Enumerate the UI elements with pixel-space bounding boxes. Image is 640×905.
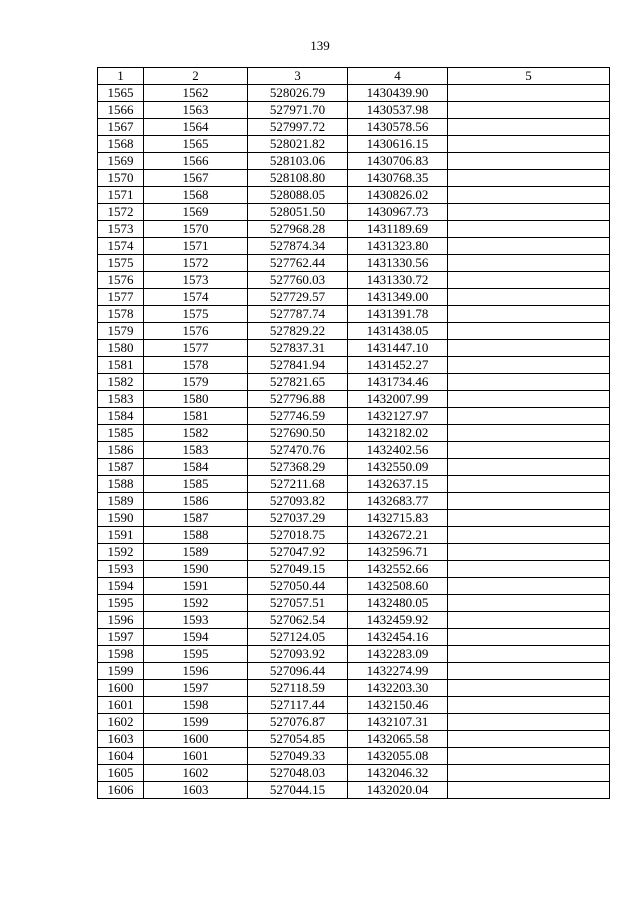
- table-cell-col-3: 527049.33: [248, 748, 348, 765]
- table-row: [98, 578, 610, 595]
- table-cell-col-5: [448, 170, 610, 187]
- table-cell-col-3: 528026.79: [248, 85, 348, 102]
- table-header-row: [98, 68, 610, 85]
- table-cell-col-3: 527829.22: [248, 323, 348, 340]
- table-cell-col-3: 527729.57: [248, 289, 348, 306]
- page-number: 139: [310, 38, 330, 53]
- table-cell-col-4: 1432046.32: [348, 765, 448, 782]
- table-cell-col-1: 1579: [98, 323, 144, 340]
- table-cell-col-3: 527874.34: [248, 238, 348, 255]
- table-cell-col-4: 1431323.80: [348, 238, 448, 255]
- table-cell-col-2: 1564: [144, 119, 248, 136]
- table-cell-col-5: [448, 238, 610, 255]
- table-cell-col-5: [448, 85, 610, 102]
- table-cell-col-3: 527018.75: [248, 527, 348, 544]
- table-cell-col-3: 527124.05: [248, 629, 348, 646]
- table-cell-col-5: [448, 425, 610, 442]
- table-cell-col-4: 1430439.90: [348, 85, 448, 102]
- table-cell-col-5: [448, 357, 610, 374]
- table-cell-col-4: 1432107.31: [348, 714, 448, 731]
- table-cell-col-2: 1594: [144, 629, 248, 646]
- table-cell-col-2: 1566: [144, 153, 248, 170]
- table-cell-col-4: 1432552.66: [348, 561, 448, 578]
- table-cell-col-2: 1562: [144, 85, 248, 102]
- table-cell-col-4: 1432508.60: [348, 578, 448, 595]
- table-cell-col-2: 1571: [144, 238, 248, 255]
- table-row: [98, 544, 610, 561]
- table-row: [98, 255, 610, 272]
- table-cell-col-5: [448, 595, 610, 612]
- table-cell-col-3: 527837.31: [248, 340, 348, 357]
- table-cell-col-4: 1432459.92: [348, 612, 448, 629]
- table-cell-col-3: 527047.92: [248, 544, 348, 561]
- table-cell-col-1: 1588: [98, 476, 144, 493]
- table-cell-col-3: 527076.87: [248, 714, 348, 731]
- table-row: [98, 748, 610, 765]
- table-cell-col-5: [448, 153, 610, 170]
- table-cell-col-3: 528051.50: [248, 204, 348, 221]
- table-cell-col-4: 1430826.02: [348, 187, 448, 204]
- table-cell-col-2: 1580: [144, 391, 248, 408]
- table-row: [98, 391, 610, 408]
- table-row: [98, 612, 610, 629]
- table-cell-col-3: 527971.70: [248, 102, 348, 119]
- table-cell-col-2: 1593: [144, 612, 248, 629]
- table-row: [98, 697, 610, 714]
- table-cell-col-4: 1432007.99: [348, 391, 448, 408]
- table-row: [98, 476, 610, 493]
- table-cell-col-5: [448, 102, 610, 119]
- table-cell-col-2: 1573: [144, 272, 248, 289]
- table-row: [98, 510, 610, 527]
- table-row: [98, 646, 610, 663]
- table-cell-col-4: 1432055.08: [348, 748, 448, 765]
- table-cell-col-4: 1430537.98: [348, 102, 448, 119]
- table-cell-col-5: [448, 136, 610, 153]
- table-cell-col-2: 1589: [144, 544, 248, 561]
- table-cell-col-4: 1431438.05: [348, 323, 448, 340]
- table-cell-col-1: 1568: [98, 136, 144, 153]
- table-cell-col-4: 1431330.56: [348, 255, 448, 272]
- table-cell-col-3: 527093.92: [248, 646, 348, 663]
- table-row: [98, 187, 610, 204]
- table-cell-col-2: 1567: [144, 170, 248, 187]
- table-cell-col-2: 1591: [144, 578, 248, 595]
- table-cell-col-3: 527117.44: [248, 697, 348, 714]
- table-cell-col-2: 1602: [144, 765, 248, 782]
- table-cell-col-2: 1590: [144, 561, 248, 578]
- table-cell-col-5: [448, 119, 610, 136]
- table-row: [98, 459, 610, 476]
- table-cell-col-1: 1576: [98, 272, 144, 289]
- table-cell-col-5: [448, 476, 610, 493]
- table-row: [98, 323, 610, 340]
- table-cell-col-1: 1604: [98, 748, 144, 765]
- table-row: [98, 765, 610, 782]
- table-row: [98, 408, 610, 425]
- table-cell-col-2: 1577: [144, 340, 248, 357]
- table-row: [98, 442, 610, 459]
- table-cell-col-4: 1432065.58: [348, 731, 448, 748]
- table-cell-col-2: 1570: [144, 221, 248, 238]
- table-cell-col-4: 1432127.97: [348, 408, 448, 425]
- table-cell-col-5: [448, 510, 610, 527]
- table-cell-col-1: 1583: [98, 391, 144, 408]
- table-cell-col-5: [448, 748, 610, 765]
- table-cell-col-2: 1574: [144, 289, 248, 306]
- table-cell-col-1: 1581: [98, 357, 144, 374]
- table-row: [98, 374, 610, 391]
- table-cell-col-1: 1593: [98, 561, 144, 578]
- table-row: [98, 782, 610, 799]
- table-row: [98, 680, 610, 697]
- table-cell-col-1: 1565: [98, 85, 144, 102]
- table-cell-col-5: [448, 493, 610, 510]
- table-cell-col-2: 1583: [144, 442, 248, 459]
- table-cell-col-5: [448, 544, 610, 561]
- table-cell-col-2: 1572: [144, 255, 248, 272]
- table-row: [98, 204, 610, 221]
- table-row: [98, 714, 610, 731]
- table-row: [98, 561, 610, 578]
- table-cell-col-2: 1576: [144, 323, 248, 340]
- table-cell-col-5: [448, 527, 610, 544]
- table-cell-col-3: 527760.03: [248, 272, 348, 289]
- table-row: [98, 493, 610, 510]
- table-cell-col-5: [448, 408, 610, 425]
- table-cell-col-5: [448, 272, 610, 289]
- table-cell-col-5: [448, 204, 610, 221]
- table-row: [98, 663, 610, 680]
- table-cell-col-5: [448, 255, 610, 272]
- table-cell-col-3: 528103.06: [248, 153, 348, 170]
- table-cell-col-1: 1602: [98, 714, 144, 731]
- table-cell-col-5: [448, 442, 610, 459]
- table-cell-col-3: 527968.28: [248, 221, 348, 238]
- table-row: [98, 289, 610, 306]
- table-cell-col-3: 527997.72: [248, 119, 348, 136]
- table-cell-col-5: [448, 765, 610, 782]
- table-cell-col-1: 1598: [98, 646, 144, 663]
- table-cell-col-2: 1601: [144, 748, 248, 765]
- table-row: [98, 170, 610, 187]
- table-cell-col-1: 1600: [98, 680, 144, 697]
- table-cell-col-2: 1603: [144, 782, 248, 799]
- table-cell-col-2: 1584: [144, 459, 248, 476]
- table-cell-col-1: 1580: [98, 340, 144, 357]
- table-cell-col-4: 1432715.83: [348, 510, 448, 527]
- table-cell-col-2: 1565: [144, 136, 248, 153]
- table-cell-col-4: 1432402.56: [348, 442, 448, 459]
- table-cell-col-2: 1568: [144, 187, 248, 204]
- column-header-2: 2: [144, 68, 248, 85]
- column-header-5: 5: [448, 68, 610, 85]
- table-row: [98, 238, 610, 255]
- column-header-1: 1: [98, 68, 144, 85]
- table-row: [98, 221, 610, 238]
- table-cell-col-2: 1596: [144, 663, 248, 680]
- column-header-4: 4: [348, 68, 448, 85]
- table-cell-col-1: 1605: [98, 765, 144, 782]
- table-cell-col-2: 1588: [144, 527, 248, 544]
- table-cell-col-4: 1431349.00: [348, 289, 448, 306]
- table-cell-col-5: [448, 289, 610, 306]
- table-cell-col-2: 1598: [144, 697, 248, 714]
- table-cell-col-1: 1575: [98, 255, 144, 272]
- table-cell-col-5: [448, 459, 610, 476]
- table-cell-col-4: 1431189.69: [348, 221, 448, 238]
- table-row: [98, 357, 610, 374]
- table-cell-col-1: 1574: [98, 238, 144, 255]
- table-cell-col-5: [448, 663, 610, 680]
- table-cell-col-2: 1563: [144, 102, 248, 119]
- table-cell-col-1: 1596: [98, 612, 144, 629]
- table-cell-col-1: 1599: [98, 663, 144, 680]
- table-row: [98, 119, 610, 136]
- table-cell-col-2: 1597: [144, 680, 248, 697]
- table-cell-col-5: [448, 391, 610, 408]
- table-cell-col-4: 1432683.77: [348, 493, 448, 510]
- table-cell-col-3: 527796.88: [248, 391, 348, 408]
- table-cell-col-4: 1432480.05: [348, 595, 448, 612]
- table-cell-col-4: 1432182.02: [348, 425, 448, 442]
- table-cell-col-4: 1430578.56: [348, 119, 448, 136]
- column-header-3: 3: [248, 68, 348, 85]
- table-cell-col-1: 1606: [98, 782, 144, 799]
- table-cell-col-1: 1584: [98, 408, 144, 425]
- table-cell-col-5: [448, 782, 610, 799]
- table-cell-col-1: 1573: [98, 221, 144, 238]
- table-cell-col-1: 1587: [98, 459, 144, 476]
- table-cell-col-2: 1587: [144, 510, 248, 527]
- table-cell-col-4: 1432150.46: [348, 697, 448, 714]
- table-cell-col-4: 1432283.09: [348, 646, 448, 663]
- table-cell-col-3: 527096.44: [248, 663, 348, 680]
- table-cell-col-3: 527470.76: [248, 442, 348, 459]
- table-cell-col-3: 528108.80: [248, 170, 348, 187]
- table-cell-col-4: 1431447.10: [348, 340, 448, 357]
- table-cell-col-3: 527049.15: [248, 561, 348, 578]
- table-cell-col-4: 1432550.09: [348, 459, 448, 476]
- table-cell-col-3: 527093.82: [248, 493, 348, 510]
- table-row: [98, 731, 610, 748]
- table-cell-col-1: 1571: [98, 187, 144, 204]
- table-body: [98, 85, 610, 799]
- table-cell-col-1: 1591: [98, 527, 144, 544]
- table-cell-col-2: 1575: [144, 306, 248, 323]
- table-cell-col-4: 1432274.99: [348, 663, 448, 680]
- table-row: [98, 136, 610, 153]
- table-cell-col-5: [448, 629, 610, 646]
- table-cell-col-5: [448, 714, 610, 731]
- table-cell-col-4: 1431734.46: [348, 374, 448, 391]
- table-cell-col-4: 1432637.15: [348, 476, 448, 493]
- table-cell-col-3: 527062.54: [248, 612, 348, 629]
- table-cell-col-5: [448, 323, 610, 340]
- table-cell-col-4: 1430768.35: [348, 170, 448, 187]
- table-cell-col-5: [448, 578, 610, 595]
- table-cell-col-4: 1431391.78: [348, 306, 448, 323]
- table-cell-col-2: 1595: [144, 646, 248, 663]
- table-cell-col-3: 527787.74: [248, 306, 348, 323]
- table-row: [98, 340, 610, 357]
- table-cell-col-3: 527044.15: [248, 782, 348, 799]
- table-cell-col-5: [448, 697, 610, 714]
- coordinates-table: [97, 67, 610, 799]
- table-row: [98, 272, 610, 289]
- table-cell-col-2: 1586: [144, 493, 248, 510]
- table-cell-col-3: 527690.50: [248, 425, 348, 442]
- table-cell-col-3: 527762.44: [248, 255, 348, 272]
- table-cell-col-3: 527368.29: [248, 459, 348, 476]
- table-cell-col-1: 1589: [98, 493, 144, 510]
- table-row: [98, 527, 610, 544]
- table-cell-col-5: [448, 561, 610, 578]
- table-cell-col-4: 1432203.30: [348, 680, 448, 697]
- table-cell-col-3: 527048.03: [248, 765, 348, 782]
- table-cell-col-1: 1577: [98, 289, 144, 306]
- table-cell-col-4: 1430616.15: [348, 136, 448, 153]
- table-cell-col-3: 527211.68: [248, 476, 348, 493]
- table-cell-col-1: 1586: [98, 442, 144, 459]
- table-cell-col-5: [448, 306, 610, 323]
- table-cell-col-2: 1578: [144, 357, 248, 374]
- table-cell-col-5: [448, 374, 610, 391]
- table-cell-col-2: 1599: [144, 714, 248, 731]
- table-cell-col-4: 1432672.21: [348, 527, 448, 544]
- table-cell-col-4: 1432596.71: [348, 544, 448, 561]
- table-cell-col-3: 528021.82: [248, 136, 348, 153]
- table-cell-col-1: 1567: [98, 119, 144, 136]
- table-cell-col-2: 1569: [144, 204, 248, 221]
- table-row: [98, 595, 610, 612]
- table-cell-col-1: 1595: [98, 595, 144, 612]
- table-cell-col-1: 1603: [98, 731, 144, 748]
- table-cell-col-1: 1570: [98, 170, 144, 187]
- table-cell-col-1: 1578: [98, 306, 144, 323]
- table-row: [98, 85, 610, 102]
- table-cell-col-1: 1569: [98, 153, 144, 170]
- table-cell-col-5: [448, 612, 610, 629]
- table-cell-col-1: 1566: [98, 102, 144, 119]
- table-cell-col-3: 527841.94: [248, 357, 348, 374]
- table-cell-col-2: 1600: [144, 731, 248, 748]
- table-cell-col-4: 1432454.16: [348, 629, 448, 646]
- table-cell-col-5: [448, 340, 610, 357]
- table-cell-col-1: 1582: [98, 374, 144, 391]
- table-cell-col-1: 1572: [98, 204, 144, 221]
- table-cell-col-2: 1585: [144, 476, 248, 493]
- table-cell-col-1: 1585: [98, 425, 144, 442]
- table-cell-col-2: 1581: [144, 408, 248, 425]
- table-cell-col-1: 1592: [98, 544, 144, 561]
- table-row: [98, 629, 610, 646]
- table-row: [98, 102, 610, 119]
- table-cell-col-1: 1590: [98, 510, 144, 527]
- table-cell-col-1: 1601: [98, 697, 144, 714]
- table-row: [98, 153, 610, 170]
- table-cell-col-3: 527057.51: [248, 595, 348, 612]
- table-cell-col-4: 1431452.27: [348, 357, 448, 374]
- table-cell-col-5: [448, 680, 610, 697]
- table-cell-col-2: 1592: [144, 595, 248, 612]
- table-cell-col-3: 527821.65: [248, 374, 348, 391]
- table-cell-col-4: 1430706.83: [348, 153, 448, 170]
- table-cell-col-2: 1579: [144, 374, 248, 391]
- table-cell-col-3: 527050.44: [248, 578, 348, 595]
- table-cell-col-4: 1430967.73: [348, 204, 448, 221]
- table-cell-col-4: 1432020.04: [348, 782, 448, 799]
- table-cell-col-5: [448, 646, 610, 663]
- table-cell-col-4: 1431330.72: [348, 272, 448, 289]
- table-cell-col-5: [448, 221, 610, 238]
- table-row: [98, 425, 610, 442]
- table-cell-col-3: 527746.59: [248, 408, 348, 425]
- table-cell-col-5: [448, 187, 610, 204]
- table-row: [98, 306, 610, 323]
- table-cell-col-5: [448, 731, 610, 748]
- table-cell-col-2: 1582: [144, 425, 248, 442]
- table-cell-col-3: 528088.05: [248, 187, 348, 204]
- table-cell-col-3: 527118.59: [248, 680, 348, 697]
- table-cell-col-1: 1597: [98, 629, 144, 646]
- table-cell-col-3: 527037.29: [248, 510, 348, 527]
- table-cell-col-3: 527054.85: [248, 731, 348, 748]
- table-cell-col-1: 1594: [98, 578, 144, 595]
